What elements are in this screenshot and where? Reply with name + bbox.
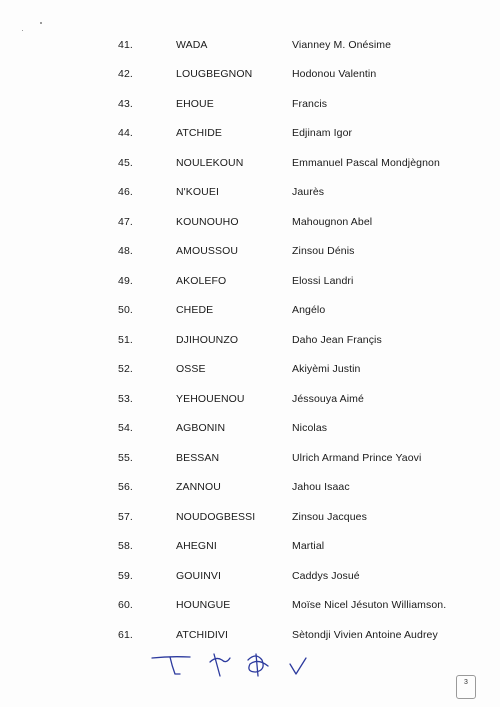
entry-surname: KOUNOUHO (176, 216, 239, 228)
entry-given-names: Jahou Isaac (292, 480, 350, 493)
list-item (0, 451, 500, 481)
entry-given-names: Mahougnon Abel (292, 216, 373, 228)
scan-speck (40, 22, 42, 24)
entry-number: 43. (118, 98, 133, 110)
entry-surname: ATCHIDIVI (176, 629, 229, 641)
list-item (0, 156, 500, 186)
scan-speck (22, 30, 23, 31)
list-item (0, 363, 500, 393)
entry-given-names: Emmanuel Pascal Mondjègnon (292, 157, 440, 169)
entry-given-names: Ulrich Armand Prince Yaovi (292, 452, 422, 464)
entry-surname: CHEDE (176, 303, 214, 316)
entry-surname: ATCHIDE (176, 126, 223, 139)
list-item (0, 333, 500, 363)
page-number-box (456, 675, 476, 699)
entry-number: 44. (118, 126, 133, 139)
entry-number: 53. (118, 393, 133, 405)
entry-surname: WADA (176, 39, 208, 51)
entry-given-names: Moïse Nicel Jésuton Williamson. (292, 598, 447, 611)
entry-surname: AKOLEFO (176, 275, 227, 287)
entry-surname: NOUDOGBESSI (176, 511, 256, 523)
entry-given-names: Nicolas (292, 421, 328, 434)
entry-given-names: Martial (292, 539, 325, 552)
entry-surname: AGBONIN (176, 421, 226, 434)
initial-stroke (256, 654, 258, 676)
entry-number: 50. (118, 303, 133, 316)
initial-stroke (290, 658, 306, 674)
entry-number: 48. (118, 244, 133, 257)
entry-number: 52. (118, 362, 133, 375)
entry-surname: N'KOUEI (176, 185, 219, 198)
entry-given-names: Jaurès (292, 185, 325, 198)
entry-surname: YEHOUENOU (176, 393, 245, 405)
list-item (0, 215, 500, 245)
list-item (0, 245, 500, 275)
initial-stroke (170, 657, 180, 674)
list-item (0, 422, 500, 452)
entry-number: 54. (118, 421, 133, 434)
list-item (0, 127, 500, 157)
initial-stroke (214, 654, 220, 676)
entry-number: 58. (118, 539, 133, 552)
entry-number: 59. (118, 570, 133, 582)
list-item (0, 481, 500, 511)
initial-stroke (152, 657, 190, 658)
entry-surname: NOULEKOUN (176, 157, 244, 169)
entry-surname: EHOUE (176, 98, 214, 110)
entry-surname: LOUGBEGNON (176, 67, 253, 80)
list-item (0, 38, 500, 68)
entry-given-names: Daho Jean Françis (292, 334, 382, 346)
list-item (0, 599, 500, 629)
entry-surname: BESSAN (176, 452, 220, 464)
entry-surname: DJIHOUNZO (176, 334, 239, 346)
entry-number: 47. (118, 216, 133, 228)
entry-given-names: Vianney M. Onésime (292, 39, 392, 51)
entry-number: 61. (118, 629, 133, 641)
list-item (0, 68, 500, 98)
entry-given-names: Edjinam Igor (292, 126, 353, 139)
entry-given-names: Sètondji Vivien Antoine Audrey (292, 629, 438, 641)
entry-given-names: Akiyèmi Justin (292, 362, 361, 375)
page-number: 3 (464, 679, 468, 686)
list-item (0, 186, 500, 216)
entry-given-names: Angélo (292, 303, 326, 316)
list-item (0, 540, 500, 570)
entry-number: 60. (118, 598, 133, 611)
entry-number: 55. (118, 452, 133, 464)
entry-number: 51. (118, 334, 133, 346)
entry-given-names: Caddys Josué (292, 570, 360, 582)
list-item (0, 274, 500, 304)
list-item (0, 510, 500, 540)
entry-number: 45. (118, 157, 133, 169)
initials-row (0, 650, 500, 680)
entry-surname: GOUINVI (176, 570, 222, 582)
entry-surname: AMOUSSOU (176, 244, 239, 257)
list-item (0, 569, 500, 599)
entry-surname: HOUNGUE (176, 598, 231, 611)
list-item (0, 392, 500, 422)
entry-number: 46. (118, 185, 133, 198)
name-list (0, 38, 500, 658)
entry-surname: AHEGNI (176, 539, 217, 552)
entry-number: 49. (118, 275, 133, 287)
entry-given-names: Zinsou Dénis (292, 244, 355, 257)
entry-given-names: Elossi Landri (292, 275, 354, 287)
initial-stroke (210, 658, 230, 662)
entry-number: 41. (118, 39, 133, 51)
entry-given-names: Jéssouya Aimé (292, 393, 364, 405)
entry-surname: OSSE (176, 362, 206, 375)
entry-number: 56. (118, 480, 133, 493)
entry-number: 42. (118, 67, 133, 80)
list-item (0, 97, 500, 127)
entry-number: 57. (118, 511, 133, 523)
entry-given-names: Francis (292, 98, 328, 110)
entry-surname: ZANNOU (176, 480, 221, 493)
list-item (0, 304, 500, 334)
entry-given-names: Zinsou Jacques (292, 511, 367, 523)
entry-given-names: Hodonou Valentin (292, 67, 377, 80)
handwritten-initials (0, 650, 500, 680)
